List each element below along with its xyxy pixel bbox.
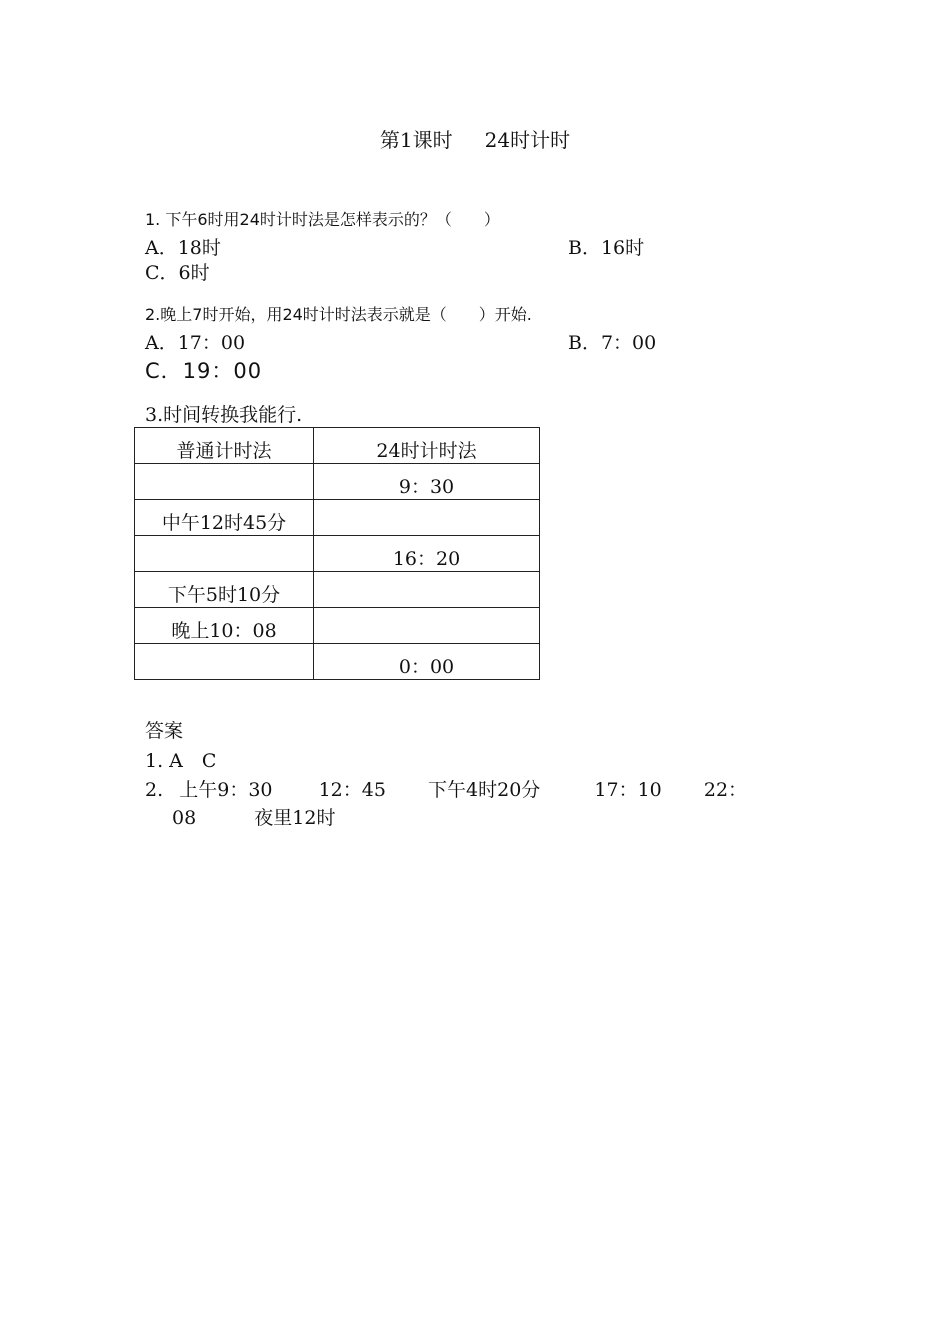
answer-2-item: 08 bbox=[172, 807, 197, 829]
lesson-topic: 24时计时 bbox=[484, 128, 571, 152]
answer-2-item: 下午4时20分 bbox=[428, 779, 541, 801]
table-cell bbox=[135, 644, 314, 680]
table-row bbox=[135, 572, 540, 608]
table-cell: 下午5时10分 bbox=[135, 572, 314, 608]
table-cell bbox=[314, 608, 540, 644]
table-cell bbox=[135, 536, 314, 572]
answer-2-item: 上午9：30 bbox=[179, 779, 273, 801]
question-3-prompt: 3.时间转换我能行. bbox=[145, 404, 303, 426]
table-row bbox=[135, 500, 540, 536]
question-1-prompt: 1. 下午6时用24时计时法是怎样表示的？（ ） bbox=[145, 210, 500, 229]
question-2-option-c: C．19：00 bbox=[145, 359, 263, 383]
table-row bbox=[135, 536, 540, 572]
table-header-row bbox=[135, 428, 540, 464]
answers-line-2-continued bbox=[172, 803, 335, 830]
table-cell bbox=[314, 572, 540, 608]
question-1-option-a: A．18时 bbox=[145, 237, 221, 259]
page-title bbox=[0, 124, 950, 153]
answers-heading: 答案 bbox=[145, 720, 184, 742]
answer-2-item: 17：10 bbox=[594, 779, 662, 801]
table-row bbox=[135, 608, 540, 644]
table-header-24h: 24时计时法 bbox=[314, 428, 540, 464]
table-cell bbox=[314, 500, 540, 536]
table-header-12h: 普通计时法 bbox=[135, 428, 314, 464]
answer-2-item: 夜里12时 bbox=[254, 807, 336, 829]
answer-2-number: 2. bbox=[145, 779, 164, 801]
table-cell: 16：20 bbox=[314, 536, 540, 572]
answers-line-2 bbox=[145, 775, 747, 802]
table-cell: 中午12时45分 bbox=[135, 500, 314, 536]
table-row bbox=[135, 644, 540, 680]
table-cell: 9：30 bbox=[314, 464, 540, 500]
question-2-option-a: A．17：00 bbox=[145, 332, 246, 354]
table-cell: 晚上10：08 bbox=[135, 608, 314, 644]
lesson-number: 第1课时 bbox=[379, 128, 453, 152]
question-2-prompt: 2.晚上7时开始，用24时计时法表示就是（ ）开始. bbox=[145, 305, 532, 324]
table-cell bbox=[135, 464, 314, 500]
table-row bbox=[135, 464, 540, 500]
time-conversion-table bbox=[134, 427, 540, 680]
answers-line-1: 1. A C bbox=[145, 750, 217, 772]
question-1-option-c: C．6时 bbox=[145, 262, 210, 284]
question-1-option-b: B．16时 bbox=[568, 237, 645, 259]
answer-2-item: 12：45 bbox=[318, 779, 386, 801]
answer-2-item: 22： bbox=[703, 779, 748, 801]
table-cell: 0：00 bbox=[314, 644, 540, 680]
question-2-option-b: B．7：00 bbox=[568, 332, 657, 354]
